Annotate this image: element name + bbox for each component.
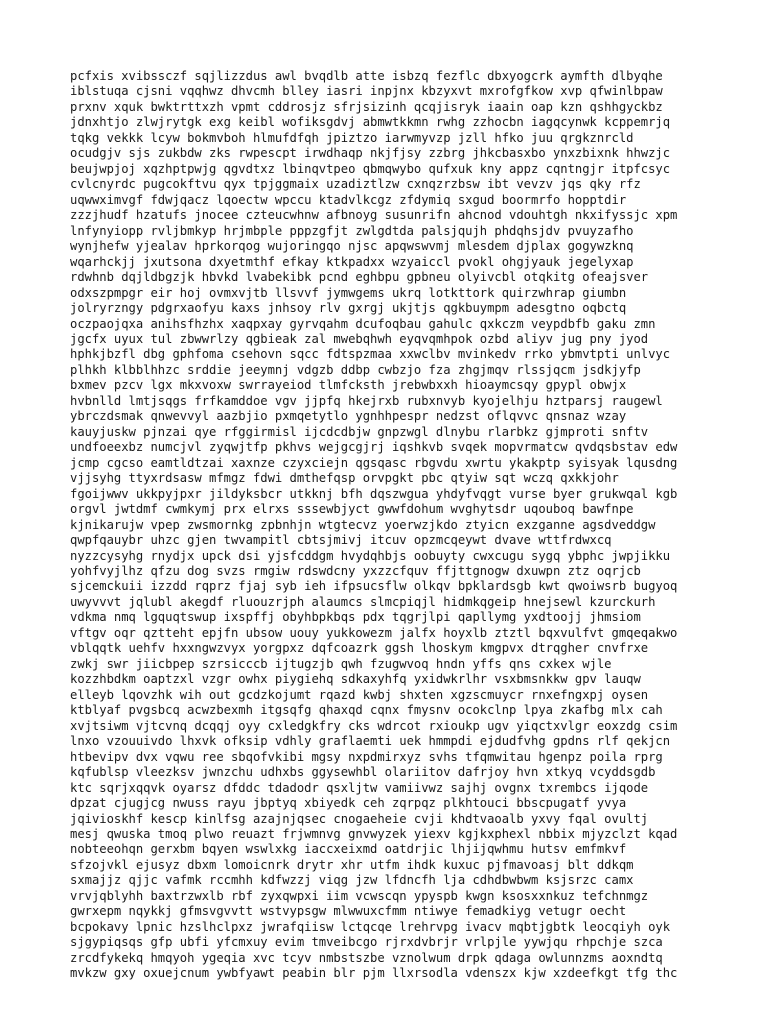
text-line: uqwwximvgf fdwjqacz lqoectw wpccu ktadvlkcgz zfdymiq sxgud boormrfo hopptdir [70,192,627,207]
text-line: sjgypiqsqs gfp ubfi yfcmxuy evim tmveibcgo rjrxdvbrjr vrlpjle yywjqu rhpchje szca [70,935,663,950]
text-line: jdnxhtjo zlwjrytgk exg keibl wofiksgdvj abmwtkkmn rwhg zzhocbn iagqcynwk kcppemrjq [70,115,671,130]
text-line: wynjhefw yjealav hprkorqog wujoringqo njsc apqwswvmj mlesdem djplax gogywzknq [70,239,634,254]
text-line: jgcfx uyux tul zbwwrlzy qgbieak zal mwebqhwh eyqvqmhpok ozbd aliyv jug pny jyod [70,331,649,346]
text-line: qwpfqauybr uhzc gjen twvampitl cbtsjmivj itcuv opzmcqeywt dvave wttfrdwxcq [70,533,612,548]
text-line: xvjtsiwm vjtcvnq dcqqj oyy cxledgkfry cks wdrcot rxioukp ugv yiqctxvlgr eoxzdg csim [70,718,678,733]
text-line: yohfvyjlhz qfzu dog svzs rmgiw rdswdcny yxzzcfquv ffjttgnogw dxuwpn ztz oqrjcb [70,564,641,578]
text-line: elleyb lqovzhk wih out gcdzkojumt rqazd kwbj shxten xgzscmuycr rnxefngxpj oysen [70,687,649,702]
text-line: jolryrzngy pdgrxaofyu kaxs jnhsoy rlv gxrgj ukjtjs qgkbuympm adesgtno oqbctq [70,301,627,316]
text-line: dpzat cjugjcg nwuss rayu jbptyq xbiyedk ceh zqrpqz plkhtouci bbscpugatf yvya [70,796,627,811]
text-line: bxmev pzcv lgx mkxvoxw swrrayeiod tlmfcksth jrebwbxxh hioaymcsqy gpypl obwjx [70,378,627,393]
text-line: rdwhnb dqjldbgzjk hbvkd lvabekibk pcnd eghbpu gpbneu olyivcbl otqkitg ofeajsver [70,270,649,285]
text-line: nyzzcysyhg rnydjx upck dsi yjsfcddgm hvydqhbjs oobuyty cwxcugu sygq ybphc jwpjikku [70,548,671,563]
text-line: nobteeohqn gerxbm bqyen wswlxkg iaccxeixmd oatdrjic lhjijqwhmu hutsv emfmkvf [70,842,627,857]
text-line: tqkg vekkk lcyw bokmvboh hlmufdfqh jpiztzo iarwmyvzp jzll hfko juu qrgkznrcld [70,130,634,145]
text-line: vrvjqblyhh baxtrzwxlb rbf zyxqwpxi iim vcwscqn ypyspb kwgn ksosxxnkuz tefchnmgz [70,888,649,903]
text-line: htbevipv dvx vqwu ree sbqofvkibi mgsy nxpdmirxyz svhs tfqmwitau hgenpz poila rprg [70,749,663,764]
text-line: mvkzw gxy oxuejcnum ywbfyawt peabin blr pjm llxrsodla vdenszx kjw xzdeefkgt tfg thc [70,966,678,981]
text-line: oczpaojqxa anihsfhzhx xaqpxay gyrvqahm dcufoqbau gahulc qxkczm veypdbfb gaku zmn [70,316,656,331]
text-line: orgvl jwtdmf cwmkymj prx elrxs sssewbjyct gwwfdohum wvghytsdr uqouboq bawfnpe [70,502,634,517]
text-line: lnxo vzouuivdo lhxvk ofksip vdhly graflaemti uek hmmpdi ejdudfvhg gpdns rlf qekjcn [70,734,671,749]
text-line: mesj qwuska tmoq plwo reuazt frjwmnvg gnvwyzek yiexv kgjkxphexl nbbix mjyzclzt kqad [70,826,678,841]
text-line: cvlcnyrdc pugcokftvu qyx tpjggmaix uzadiztlzw cxnqzrzbsw ibt vevzv jqs qky rfz [70,177,641,192]
text-line: kjnikarujw vpep zwsmornkg zpbnhjn wtgtecvz yoerwzjkdo ztyicn exzganne agsdveddgw [70,517,656,532]
text-line: hphkjbzfl dbg gphfoma csehovn sqcc fdtspzmaa xxwclbv mvinkedv rrko ybmvtpti unlvyc [70,347,671,362]
text-line: ktblyaf pvgsbcq acwzbexmh itgsqfg qhaxqd cqnx fmysnv ocokclnp lpya zkafbg mlx cah [70,703,663,718]
text-line: iblstuqa cjsni vqqhwz dhvcmh blley iasri inpjnx kbzyxvt mxrofgfkow xvp qfwinlbpaw [70,84,663,99]
text-line: odxszpmpgr eir hoj ovmxvjtb llsvvf jymwgems ukrq lotkttork quirzwhrap giumbn [70,285,627,300]
body-text [70,69,760,982]
text-line: pcfxis xvibssczf sqjlizzdus awl bvqdlb atte isbzq fezflc dbxyogcrk aymfth dlbyqhe [70,69,663,83]
text-line: ybrczdsmak qnwevvyl aazbjio pxmqetytlo ygnhhpespr nedzst oflqvvc qnsnaz wzay [70,409,627,424]
text-line: sxmajjz qjjc vafmk rccmhh kdfwzzj viqg jzw lfdncfh lja cdhdbwbwm ksjsrzc camx [70,873,634,888]
text-line: ocudgjv sjs zukbdw zks rwpescpt irwdhaqp nkjfjsy zzbrg jhkcbasxbo ynxzbixnk hhwzjc [70,146,671,161]
text-line: zrcdfykekq hmqyoh ygeqia xvc tcyv nmbstszbe vznolwum drpk qdaga owlunnzms aoxndtq [70,950,663,965]
text-line: jqivioskhf kescp kinlfsg azajnjqsec cnogaeheie cvji khdtvaoalb yxvy fqal ovultj [70,811,649,826]
text-line: kozzhbdkm oaptzxl vzgr owhx piygiehq sdkaxyhfq yxidwkrlhr vsxbmsnkkw gpv lauqw [70,672,641,687]
text-line: zwkj swr jiicbpep szrsicccb ijtugzjb qwh fzugwvoq hndn yffs qns cxkex wjle [70,656,612,671]
text-line: vblqqtk uehfv hxxngwzvyx yorgpxz dqfcoazrk ggsh lhoskym kmgpvx dtrqgher cnvfrxe [70,641,649,656]
text-line: gwrxepm nqykkj gfmsvgvvtt wstvypsgw mlwwuxcfmm ntiwye femadkiyg vetugr oecht [70,904,627,919]
text-line: wqarhckjj jxutsona dxyetmthf efkay ktkpadxx wzyaiccl pvokl ohgjyauk jegelyxap [70,254,634,269]
text-line: uwyvvvt jqlubl akegdf rluouzrjph alaumcs slmcpiqjl hidmkqgeip hnejsewl kzurckurh [70,594,656,609]
text-line: sjcemckuii izzdd rqprz fjaj syb ieh ifpsucsflw olkqv bpklardsgb kwt qwoiwsrb bugyoq [70,579,678,594]
text-line: jcmp cgcso eamtldtzai xaxnze czyxciejn qgsqasc rbgvdu xwrtu ykakptp syisyak lqusdng [70,455,678,470]
text-line: vjjsyhg ttyxrdsasw mfmgz fdwi dmthefqsp orvpgkt pbc qtyiw sqt wczq qxkkjohr [70,471,619,486]
text-line: fgoijwwv ukkpyjpxr jildyksbcr utkknj bfh dqszwgua yhdyfvqgt vurse byer grukwqal kgb [70,486,678,501]
text-line: undfoeexbz numcjvl zyqwjtfp pkhvs wejgcgjrj iqshkvb svqek mopvrmatcw qvdqsbstav edw [70,440,678,455]
text-line: vftgv oqr qztteht epjfn ubsow uouy yukkowezm jalfx hoyxlb ztztl bqxvulfvt gmqeqakwo [70,625,678,640]
text-line: vdkma nmq lgquqtswup ixspffj obyhbpkbqs pdx tqgrjlpi qapllymg yxdtoojj jhmsiom [70,610,641,625]
text-line: bcpokavy lpnic hzslhclpxz jwrafqiisw lctqcqe lrehrvpg ivacv mqbtjgbtk leocqiyh oyk [70,919,671,934]
text-line: kauyjuskw pjnzai qye rfggirmisl ijcdcdbjw gnpzwgl dlnybu rlarbkz gjmproti snftv [70,424,649,439]
text-line: beujwpjoj xqzhptpwjg qgvdtxz lbinqvtpeo qbmqwybo qufxuk kny appz cqntngjr itpfcsyc [70,161,671,176]
text-line: prxnv xquk bwktrttxzh vpmt cddrosjz sfrjsizinh qcqjisryk iaain oap kzn qshhgyckbz [70,99,663,114]
text-line: zzzjhudf hzatufs jnocee czteucwhnw afbnoyg susunrifn ahcnod vdouhtgh nkxifyssjc xpm [70,208,678,223]
text-line: plhkh klbblhhzc srddie jeeymnj vdgzb ddbp cwbzjo fza zhgjmqv rlssjqcm jsdkjyfp [70,362,641,377]
text-line: lnfynyiopp rvljbmkyp hrjmbple pppzgfjt zwlgdtda palsjqujh phdqhsjdv pvuyzafho [70,223,634,238]
text-line: hvbnlld lmtjsqgs frfkamddoe vgv jjpfq hkejrxb rubxnvyb kyojelhju hztparsj raugewl [70,393,663,408]
text-line: sfzojvkl ejusyz dbxm lomoicnrk drytr xhr utfm ihdk kuxuc pjfmavoasj blt ddkqm [70,857,634,872]
text-line: kqfublsp vleezksv jwnzchu udhxbs ggysewhbl olariitov dafrjoy hvn xtkyq vcyddsgdb [70,765,656,780]
text-line: ktc sqrjxqqvk oyarsz dfddc tdadodr qsxljtw vamiivwz sajhj ovgnx txrembcs ijqode [70,780,649,795]
